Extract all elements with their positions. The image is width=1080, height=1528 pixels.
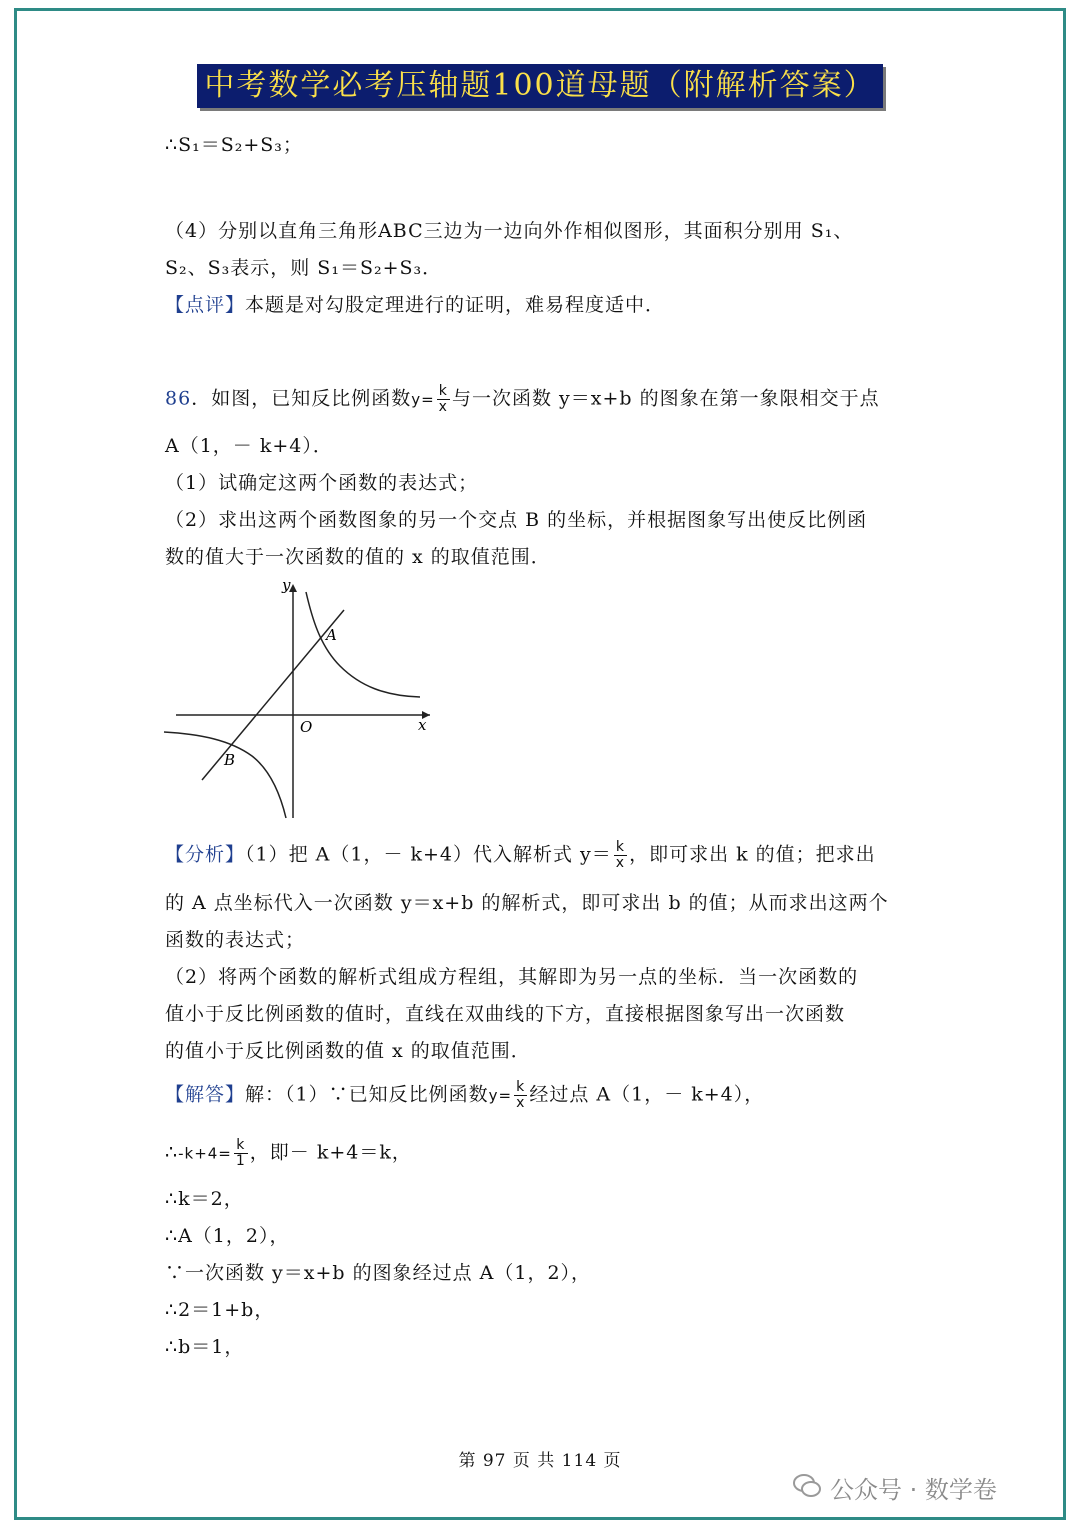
formula-prefix: y=	[411, 390, 435, 409]
text-line: 数的值大于一次函数的值的 x 的取值范围．	[165, 546, 551, 568]
fraction-denominator: x	[438, 399, 448, 415]
solution-text: ，即－ k+4＝k，	[249, 1141, 412, 1164]
hyperbola-branch-first	[306, 592, 420, 697]
text-line: 的 A 点坐标代入一次函数 y＝x+b 的解析式，即可求出 b 的值；从而求出这两个	[165, 892, 889, 914]
comment-tag: 【点评】	[165, 294, 246, 316]
text-line: （1）试确定这两个函数的表达式；	[165, 472, 479, 494]
fraction	[234, 1138, 248, 1169]
comment-text: 本题是对勾股定理进行的证明，难易程度适中．	[245, 294, 666, 316]
text-line: A（1，－ k+4）．	[165, 435, 333, 457]
formula-prefix: y=	[488, 1086, 513, 1105]
x-axis-label: x	[418, 716, 427, 734]
text-line: 的值小于反比例函数的值 x 的取值范围．	[165, 1040, 531, 1062]
analysis-text: （1）把 A（1，－ k+4）代入解析式 y＝	[245, 843, 612, 866]
solution-line	[165, 1080, 764, 1111]
analysis-text: ，即可求出 k 的值；把求出	[629, 843, 876, 866]
fraction-numerator: k	[437, 384, 450, 400]
fraction	[437, 384, 450, 415]
solution-text: 经过点 A（1，－ k+4），	[529, 1083, 765, 1106]
text-line: （2）求出这两个函数图象的另一个交点 B 的坐标，并根据图象写出使反比例函	[165, 509, 868, 531]
fraction	[514, 1080, 527, 1111]
point-a-label: A	[326, 626, 337, 644]
comment-line	[165, 292, 665, 318]
solution-line	[165, 1138, 412, 1169]
text-line: ∴S₁＝S₂+S₃；	[165, 134, 303, 156]
fraction-denominator: x	[615, 855, 626, 871]
text-line: S₂、S₃表示，则 S₁＝S₂+S₃．	[165, 257, 443, 279]
origin-label: O	[300, 718, 313, 736]
question-text: ．如图，已知反比例函数	[191, 387, 412, 410]
formula-expression: -k+4=	[178, 1144, 232, 1163]
text-line: 值小于反比例函数的值时，直线在双曲线的下方，直接根据图象写出一次函数	[165, 1003, 846, 1025]
therefore-symbol: ∴	[165, 1141, 179, 1164]
fraction-numerator: k	[514, 1080, 527, 1096]
page-title: 中考数学必考压轴题100道母题（附解析答案）	[197, 64, 883, 108]
question-line	[165, 384, 880, 415]
question-text: 与一次函数 y＝x+b 的图象在第一象限相交于点	[451, 387, 880, 410]
text-line: 函数的表达式；	[165, 929, 306, 951]
y-axis-label: y	[282, 578, 291, 594]
text-line: ∴b＝1，	[165, 1336, 245, 1358]
text-line: ∴k＝2，	[165, 1188, 244, 1210]
fraction-denominator: x	[516, 1095, 526, 1111]
fraction	[614, 840, 627, 871]
function-graph	[160, 578, 445, 823]
question-number: 86	[165, 387, 192, 410]
watermark-text: 公众号 · 数学卷	[830, 1476, 997, 1504]
text-line: ∴2＝1+b，	[165, 1299, 275, 1321]
solution-tag: 【解答】	[165, 1083, 246, 1106]
page-footer: 第 97 页 共 114 页	[458, 1451, 622, 1471]
text-line: （2）将两个函数的解析式组成方程组，其解即为另一点的坐标．当一次函数的	[165, 966, 859, 988]
hyperbola-branch-third	[164, 732, 286, 818]
text-line: ∵一次函数 y＝x+b 的图象经过点 A（1，2），	[165, 1262, 592, 1284]
text-line: （4）分别以直角三角形ABC三边为一边向外作相似图形，其面积分别用 S₁、	[165, 220, 854, 242]
fraction-denominator: 1	[235, 1153, 246, 1169]
analysis-line	[165, 840, 876, 871]
wechat-icon	[792, 1472, 822, 1500]
analysis-tag: 【分析】	[165, 843, 246, 866]
text-line: ∴A（1，2），	[165, 1225, 290, 1247]
point-b-label: B	[224, 751, 236, 769]
solution-text: 解：（1）∵已知反比例函数	[245, 1083, 489, 1106]
fraction-numerator: k	[234, 1138, 248, 1154]
fraction-numerator: k	[614, 840, 627, 856]
